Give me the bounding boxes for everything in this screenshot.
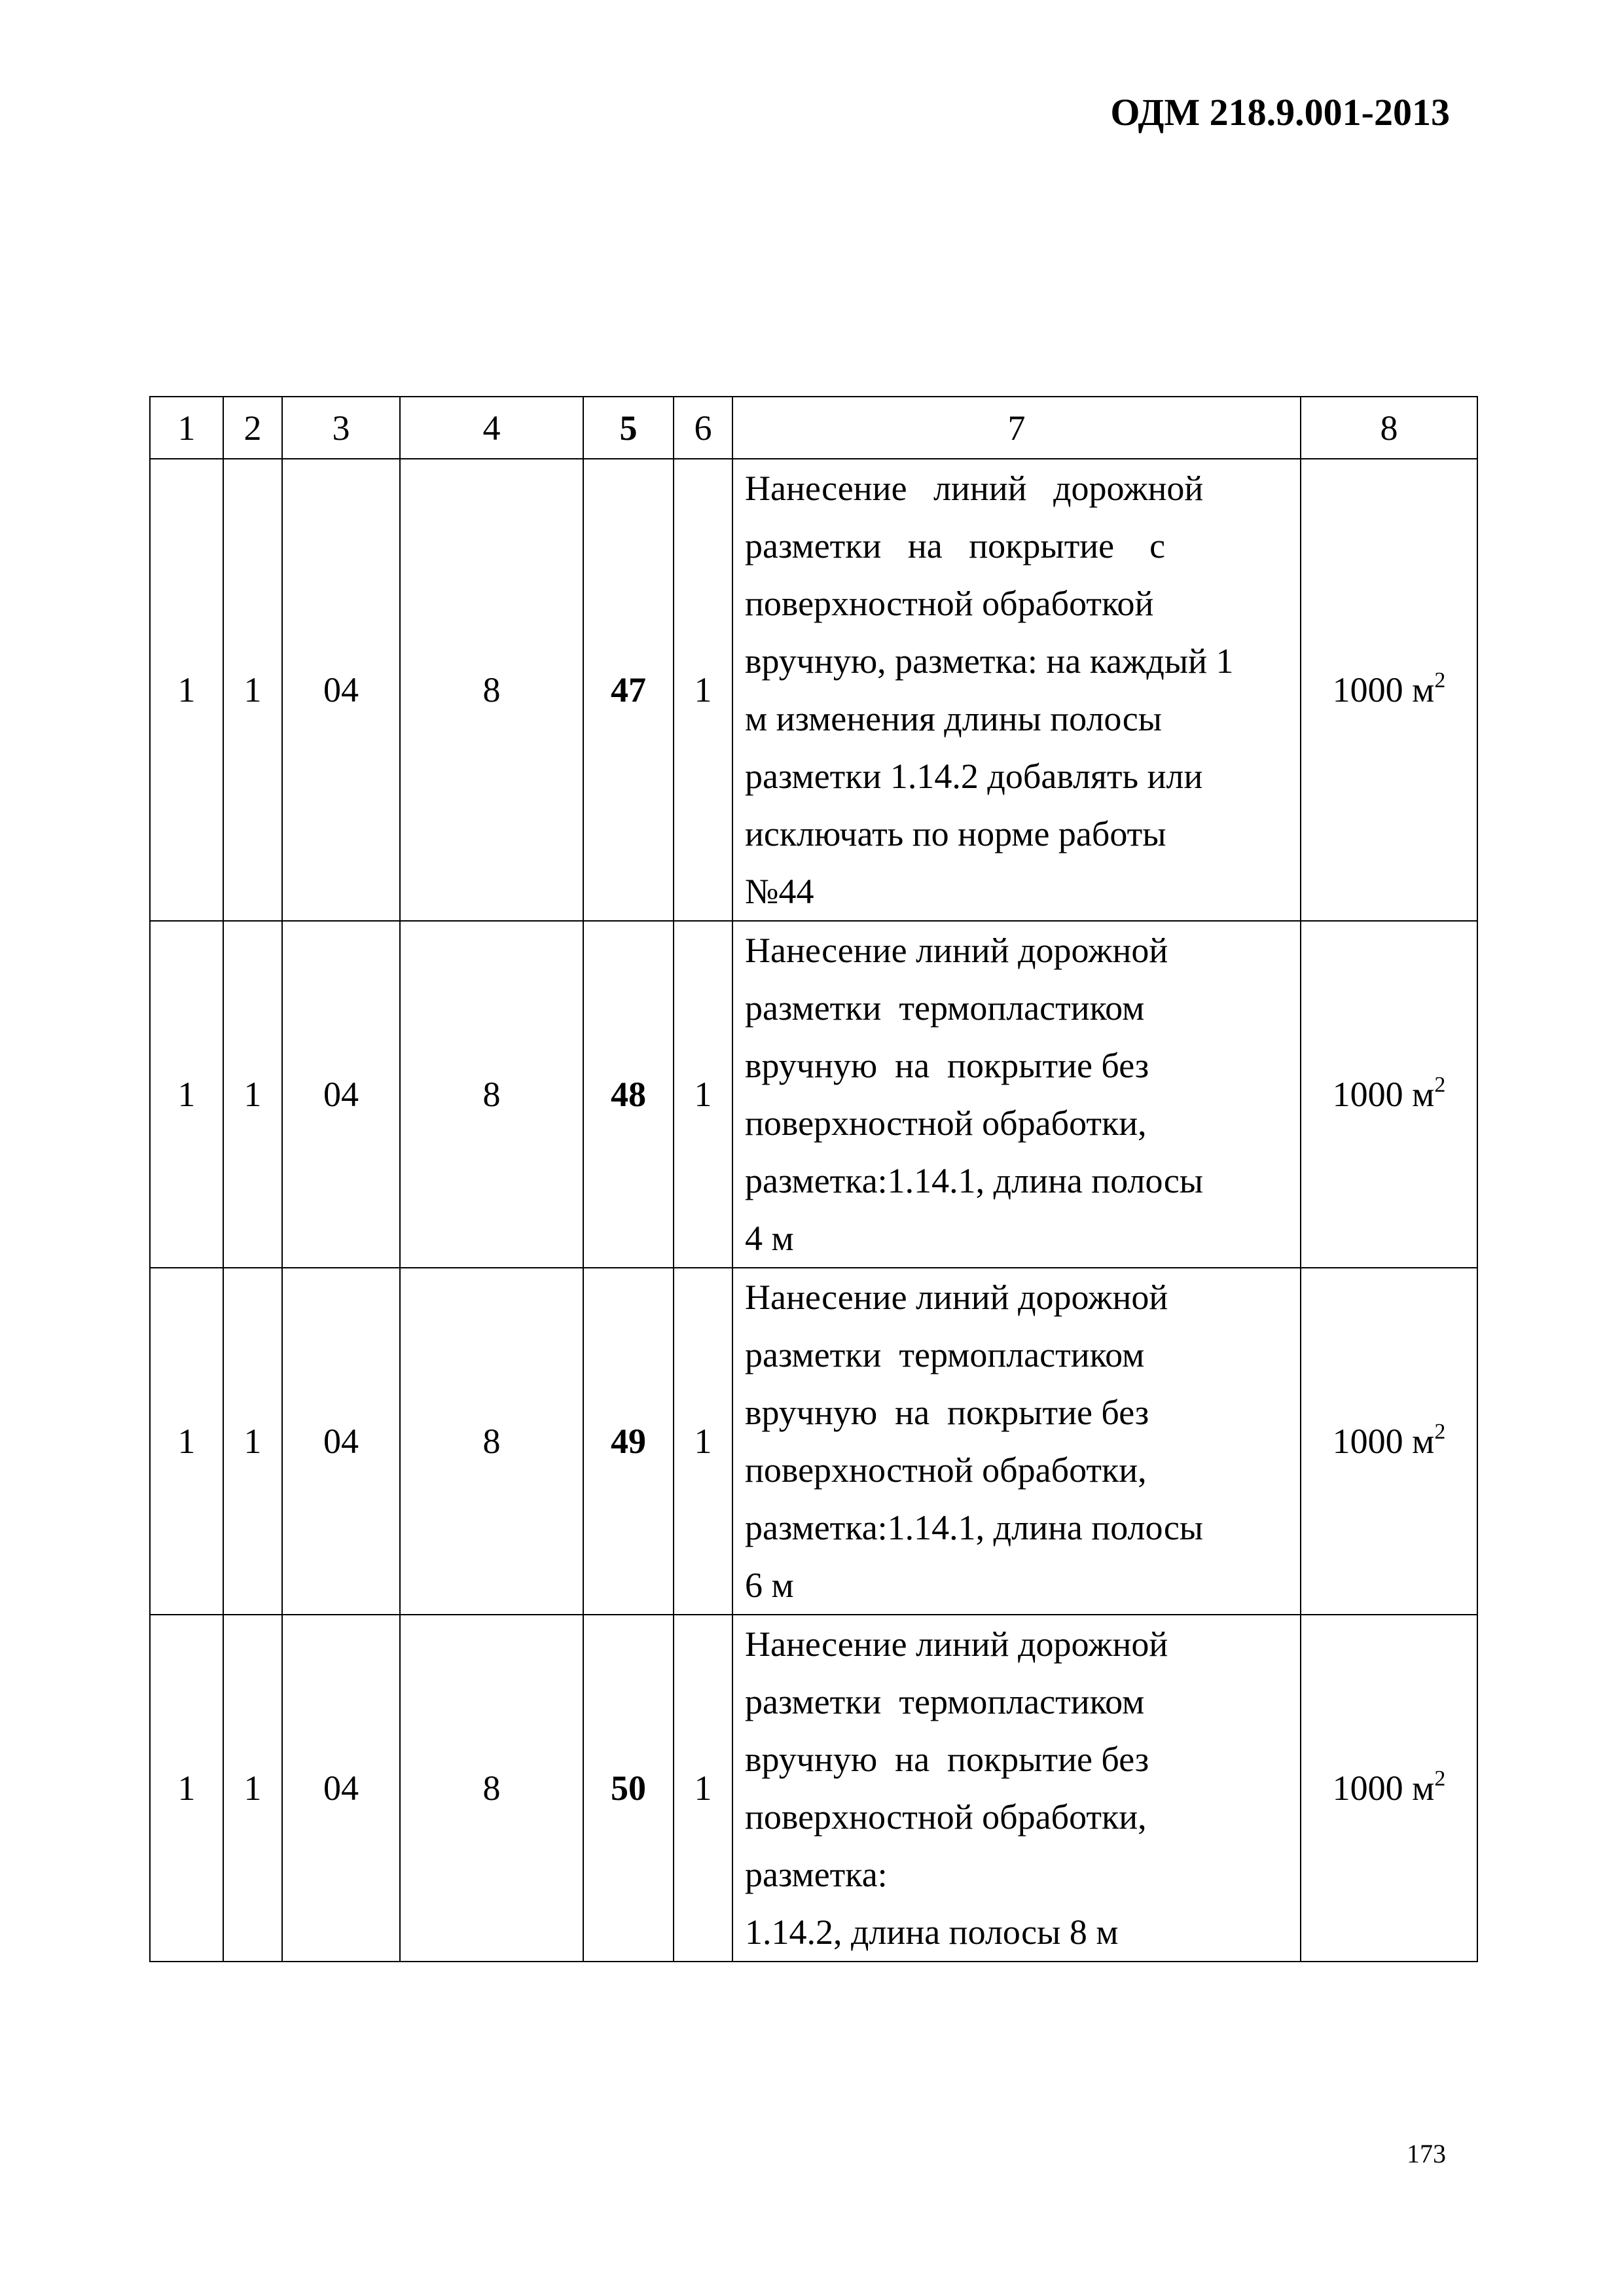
description-line: Нанесение линий дорожной xyxy=(745,1624,1168,1664)
description-line: 6 м xyxy=(745,1566,794,1605)
document-code: ОДМ 218.9.001-2013 xyxy=(1110,91,1450,134)
cell-col4: 8 xyxy=(400,1268,583,1615)
unit-superscript: 2 xyxy=(1434,1420,1446,1444)
table-row xyxy=(150,1268,1477,1615)
description-line: разметка: xyxy=(745,1855,888,1894)
description-line: вручную на покрытие без xyxy=(745,1740,1149,1779)
cell-col1: 1 xyxy=(150,1268,223,1615)
cell-col3: 04 xyxy=(282,1268,400,1615)
cell-unit xyxy=(1301,459,1477,921)
description-line: разметки термопластиком xyxy=(745,1335,1145,1374)
unit-text: 1000 м xyxy=(1332,1075,1435,1114)
description-line: вручную на покрытие без xyxy=(745,1393,1149,1432)
cell-description xyxy=(732,1615,1301,1962)
cell-col3: 04 xyxy=(282,459,400,921)
description-line: вручную на покрытие без xyxy=(745,1046,1149,1085)
cell-col6: 1 xyxy=(674,459,732,921)
table-row xyxy=(150,1615,1477,1962)
header-cell-4: 4 xyxy=(400,397,583,459)
description-line: 1.14.2, длина полосы 8 м xyxy=(745,1912,1119,1952)
header-cell-3: 3 xyxy=(282,397,400,459)
cell-col1: 1 xyxy=(150,921,223,1268)
description-line: разметки термопластиком xyxy=(745,1682,1145,1721)
cell-col4: 8 xyxy=(400,1615,583,1962)
header-cell-7: 7 xyxy=(732,397,1301,459)
cell-col4: 8 xyxy=(400,921,583,1268)
cell-col6: 1 xyxy=(674,921,732,1268)
description-line: разметка:1.14.1, длина полосы xyxy=(745,1508,1204,1547)
description-line: м изменения длины полосы xyxy=(745,699,1163,738)
description-line: Нанесение линий дорожной xyxy=(745,1278,1168,1317)
cell-col2: 1 xyxy=(223,921,282,1268)
norms-table xyxy=(149,396,1478,1962)
cell-work-number: 49 xyxy=(583,1268,674,1615)
description-line: вручную, разметка: на каждый 1 xyxy=(745,641,1234,681)
description-line: поверхностной обработкой xyxy=(745,584,1154,623)
description-line: разметка:1.14.1, длина полосы xyxy=(745,1161,1204,1200)
cell-col3: 04 xyxy=(282,921,400,1268)
cell-col3: 04 xyxy=(282,1615,400,1962)
description-line: №44 xyxy=(745,872,814,911)
unit-text: 1000 м xyxy=(1332,1768,1435,1808)
header-cell-8: 8 xyxy=(1301,397,1477,459)
cell-work-number: 47 xyxy=(583,459,674,921)
cell-col1: 1 xyxy=(150,459,223,921)
header-cell-5: 5 xyxy=(583,397,674,459)
unit-superscript: 2 xyxy=(1434,668,1446,692)
header-cell-1: 1 xyxy=(150,397,223,459)
cell-unit xyxy=(1301,1615,1477,1962)
cell-unit xyxy=(1301,1268,1477,1615)
unit-superscript: 2 xyxy=(1434,1767,1446,1791)
cell-unit xyxy=(1301,921,1477,1268)
description-line: Нанесение линий дорожной xyxy=(745,931,1168,970)
description-line: Нанесение линий дорожной xyxy=(745,469,1204,508)
cell-description xyxy=(732,1268,1301,1615)
cell-col4: 8 xyxy=(400,459,583,921)
page-number: 173 xyxy=(1407,2139,1446,2168)
table-row xyxy=(150,459,1477,921)
cell-description xyxy=(732,459,1301,921)
cell-col6: 1 xyxy=(674,1268,732,1615)
header-cell-2: 2 xyxy=(223,397,282,459)
description-line: поверхностной обработки, xyxy=(745,1797,1147,1837)
description-line: поверхностной обработки, xyxy=(745,1103,1147,1143)
cell-col6: 1 xyxy=(674,1615,732,1962)
cell-col2: 1 xyxy=(223,459,282,921)
description-line: разметки термопластиком xyxy=(745,988,1145,1028)
description-line: разметки 1.14.2 добавлять или xyxy=(745,757,1203,796)
description-line: 4 м xyxy=(745,1219,794,1258)
cell-work-number: 48 xyxy=(583,921,674,1268)
unit-text: 1000 м xyxy=(1332,1422,1435,1461)
description-line: поверхностной обработки, xyxy=(745,1450,1147,1490)
table-row xyxy=(150,921,1477,1268)
unit-text: 1000 м xyxy=(1332,670,1435,709)
cell-col1: 1 xyxy=(150,1615,223,1962)
cell-col2: 1 xyxy=(223,1615,282,1962)
cell-work-number: 50 xyxy=(583,1615,674,1962)
table-header-row xyxy=(150,397,1477,459)
cell-description xyxy=(732,921,1301,1268)
cell-col2: 1 xyxy=(223,1268,282,1615)
description-line: исключать по норме работы xyxy=(745,814,1166,853)
description-line: разметки на покрытие с xyxy=(745,526,1166,565)
unit-superscript: 2 xyxy=(1434,1073,1446,1097)
header-cell-6: 6 xyxy=(674,397,732,459)
